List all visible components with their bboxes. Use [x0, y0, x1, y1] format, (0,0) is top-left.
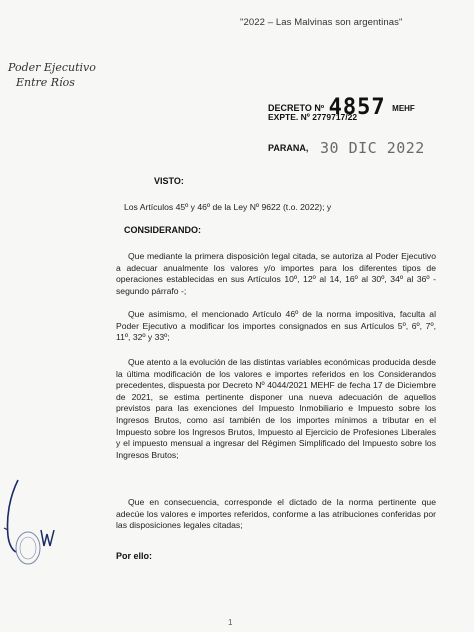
decree-suffix: MEHF	[392, 104, 415, 113]
decree-label: DECRETO Nº	[268, 103, 325, 113]
considerando-paragraph-1: Que mediante la primera disposición legal citada, se autoriza al Poder Ejecutivo a adecuar anualmente los valores y/o importes para los diferentes tipos de operaciones establecidas en sus Artículos 10º, 12º al 14, 16º al 30º, 34º al 36º - segundo párrafo -;	[116, 251, 436, 296]
visto-heading: VISTO:	[154, 176, 184, 186]
issuer-line-2: Entre Ríos	[16, 76, 75, 89]
date-stamp: 30 DIC 2022	[320, 139, 425, 157]
page-number: 1	[228, 618, 233, 627]
initials-mark	[40, 528, 56, 548]
place-label: PARANA,	[268, 143, 309, 153]
considerando-paragraph-2: Que asimismo, el mencionado Artículo 46º de la norma impositiva, faculta al Poder Ejecutivo a modificar los importes consignados en sus Artículos 5º, 6º, 7º, 11º, 32º y 33º;	[116, 309, 436, 343]
por-ello-heading: Por ello:	[116, 551, 153, 561]
decree-number: 4857	[328, 95, 386, 120]
issuer-line-1: Poder Ejecutivo	[8, 61, 96, 74]
expediente-number: EXPTE. Nº 2779717/22	[268, 112, 358, 122]
year-motto: "2022 – Las Malvinas son argentinas"	[240, 17, 403, 28]
official-seal-stamp	[14, 530, 42, 566]
visto-text: Los Artículos 45º y 46º de la Ley Nº 9622 (t.o. 2022); y	[124, 202, 332, 212]
issuer-letterhead	[8, 60, 96, 90]
considerando-heading: CONSIDERANDO:	[124, 225, 202, 235]
considerando-paragraph-3: Que atento a la evolución de las distintas variables económicas producida desde la última modificación de los valores e importes referidos en los Considerandos precedentes, dispuesta por Decreto Nº 4044/2021 MEHF de fecha 17 de Diciembre de 2021, se estima pertinente disponer una nueva adecuación de aquellos previstos para las exenciones del Impuesto Inmobiliario e Impuesto sobre los Ingresos Brutos, como así también de los importes mínimos a tributar en el Impuesto sobre los Ingresos Brutos, Impuesto al Ejercicio de Profesiones Liberales y el impuesto mensual a ingresar del Régimen Simplificado del Impuesto sobre los Ingresos Brutos;	[116, 357, 436, 460]
considerando-paragraph-4: Que en consecuencia, corresponde el dictado de la norma pertinente que adecúe los valores e importes referidos, conforme a las atribuciones conferidas por las disposiciones legales citadas;	[116, 497, 436, 531]
